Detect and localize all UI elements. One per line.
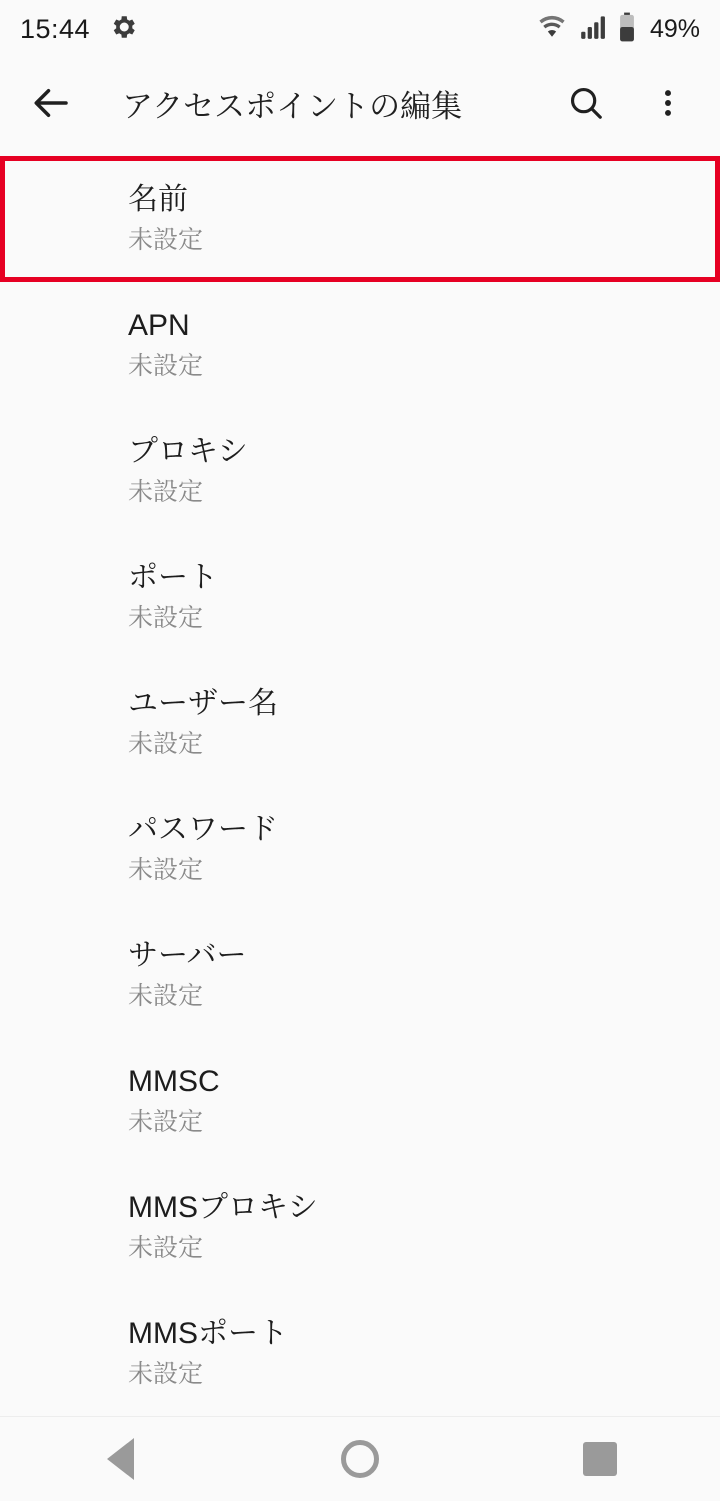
list-item-subtitle: 未設定 <box>128 1107 204 1136</box>
status-clock: 15:44 <box>20 13 91 44</box>
nav-home-button[interactable] <box>300 1417 420 1501</box>
battery-icon <box>618 12 636 47</box>
list-item-subtitle: 未設定 <box>128 1233 204 1262</box>
status-bar-right <box>536 12 700 47</box>
list-item-subtitle: 未設定 <box>128 603 204 632</box>
list-item-title: MMSポート <box>128 1317 288 1351</box>
cellular-signal-icon <box>578 14 608 45</box>
list-item-title: ポート <box>128 561 218 595</box>
list-item-subtitle: 未設定 <box>128 1359 204 1388</box>
list-item-subtitle: 未設定 <box>128 729 204 758</box>
list-item-subtitle: 未設定 <box>128 477 204 506</box>
list-item[interactable] <box>0 408 720 534</box>
status-bar-left <box>20 12 138 47</box>
list-item-subtitle: 未設定 <box>128 351 204 380</box>
search-icon[interactable] <box>562 79 610 127</box>
list-item[interactable] <box>0 660 720 786</box>
list-item[interactable] <box>0 1038 720 1164</box>
list-item-title: MMSC <box>128 1065 220 1099</box>
list-item[interactable] <box>0 156 720 282</box>
list-item-title: ユーザー名 <box>128 687 278 721</box>
page-title: アクセスポイントの編集 <box>122 88 463 124</box>
list-item-title: パスワード <box>128 813 278 847</box>
list-item-title: サーバー <box>128 939 247 973</box>
back-arrow-icon[interactable] <box>28 79 76 127</box>
status-bar <box>0 0 720 58</box>
list-item[interactable] <box>0 1290 720 1416</box>
home-circle-icon <box>341 1440 379 1478</box>
list-item-title: APN <box>128 309 190 343</box>
wifi-icon <box>536 14 568 45</box>
android-nav-bar <box>0 1416 720 1500</box>
more-vertical-icon[interactable] <box>644 79 692 127</box>
list-item-title: MMSプロキシ <box>128 1191 318 1225</box>
list-item-title: プロキシ <box>128 435 248 469</box>
battery-percent: 49% <box>649 14 700 43</box>
app-bar <box>0 58 720 148</box>
back-triangle-icon <box>107 1438 134 1480</box>
gear-icon <box>108 12 138 47</box>
app-bar-actions <box>562 79 692 127</box>
list-item[interactable] <box>0 1164 720 1290</box>
list-item-subtitle: 未設定 <box>128 855 204 884</box>
nav-back-button[interactable] <box>60 1417 180 1501</box>
nav-recents-button[interactable] <box>540 1417 660 1501</box>
list-item[interactable] <box>0 786 720 912</box>
apn-settings-list <box>0 148 720 1416</box>
list-item[interactable] <box>0 912 720 1038</box>
list-item-title: 名前 <box>128 183 188 217</box>
list-item-subtitle: 未設定 <box>128 225 204 254</box>
list-item-subtitle: 未設定 <box>128 981 204 1010</box>
list-item[interactable] <box>0 534 720 660</box>
list-item[interactable] <box>0 282 720 408</box>
recents-square-icon <box>583 1442 617 1476</box>
